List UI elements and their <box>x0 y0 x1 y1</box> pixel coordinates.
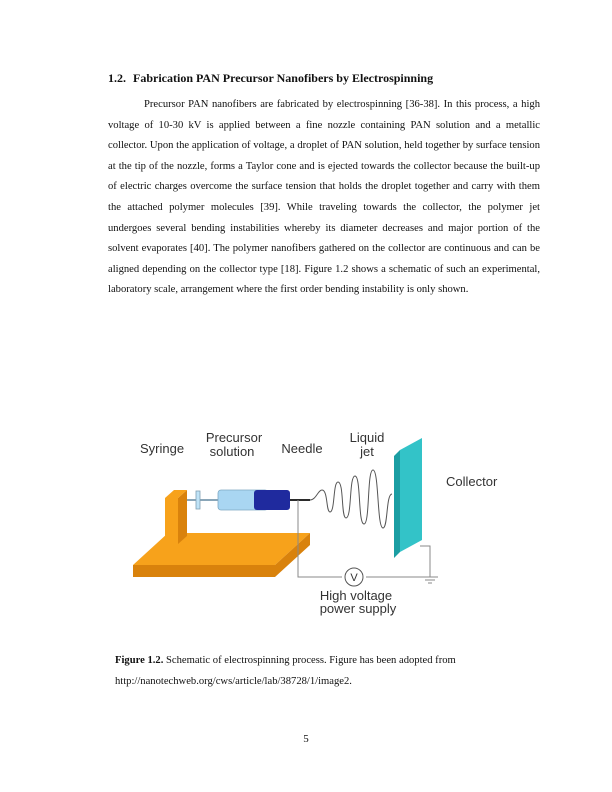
electrospinning-figure <box>130 420 530 620</box>
label-collector: Collector <box>446 474 498 489</box>
label-syringe: Syringe <box>140 441 185 456</box>
syringe-holder-side <box>178 490 187 544</box>
label-liquid-line1: Liquid <box>349 430 385 445</box>
page-number: 5 <box>303 733 309 745</box>
syringe-holder-front <box>165 498 178 544</box>
electrospinning-schematic <box>130 420 530 620</box>
label-power-line1: High voltage <box>319 588 393 603</box>
precursor-solution <box>254 490 290 510</box>
section-heading <box>108 71 508 86</box>
label-precursor-line2: solution <box>209 444 255 459</box>
platform-front <box>133 565 275 577</box>
label-precursor-line1: Precursor <box>205 430 263 445</box>
voltmeter-label: V <box>350 572 358 584</box>
caption-text: Schematic of electrospinning process. Figure has been adopted from http://nanotechweb.org/cws/article/lab/38728/1/image2. <box>115 655 456 687</box>
section-title: Fabrication PAN Precursor Nanofibers by Electrospinning <box>133 71 434 85</box>
body-paragraph: Precursor PAN nanofibers are fabricated by electrospinning [36-38]. In this process, a high voltage of 10-30 kV is applied between a fine nozzle containing PAN solution and a metallic collector. Upon the application of voltage, a droplet of PAN solution, held together by surface tension at the tip of the nozzle, forms a Taylor cone and is ejected towards the collector because the built-up of electric charges overcome the surface tension that holds the droplet together and carry with them the attached polymer molecules [39]. While traveling towards the collector, the polymer jet undergoes several bending instabilities whereby its diameter decreases and major portion of the solvent evaporates [40]. The polymer nanofibers gathered on the collector are continuous and can be aligned depending on the collector type [18]. Figure 1.2 shows a schematic of such an experimental, laboratory scale, arrangement where the first order bending instability is only shown. <box>108 99 540 296</box>
collector-plate <box>400 438 422 552</box>
label-needle: Needle <box>281 441 323 456</box>
liquid-jet <box>310 470 392 528</box>
label-power-line2: power supply <box>319 601 397 616</box>
figure-caption <box>115 650 535 692</box>
label-liquid-line2: jet <box>360 444 374 459</box>
caption-label: Figure 1.2. <box>115 655 164 666</box>
plunger-head <box>196 491 200 509</box>
section-number: 1.2. <box>108 71 126 85</box>
collector-plate-side <box>394 450 400 558</box>
